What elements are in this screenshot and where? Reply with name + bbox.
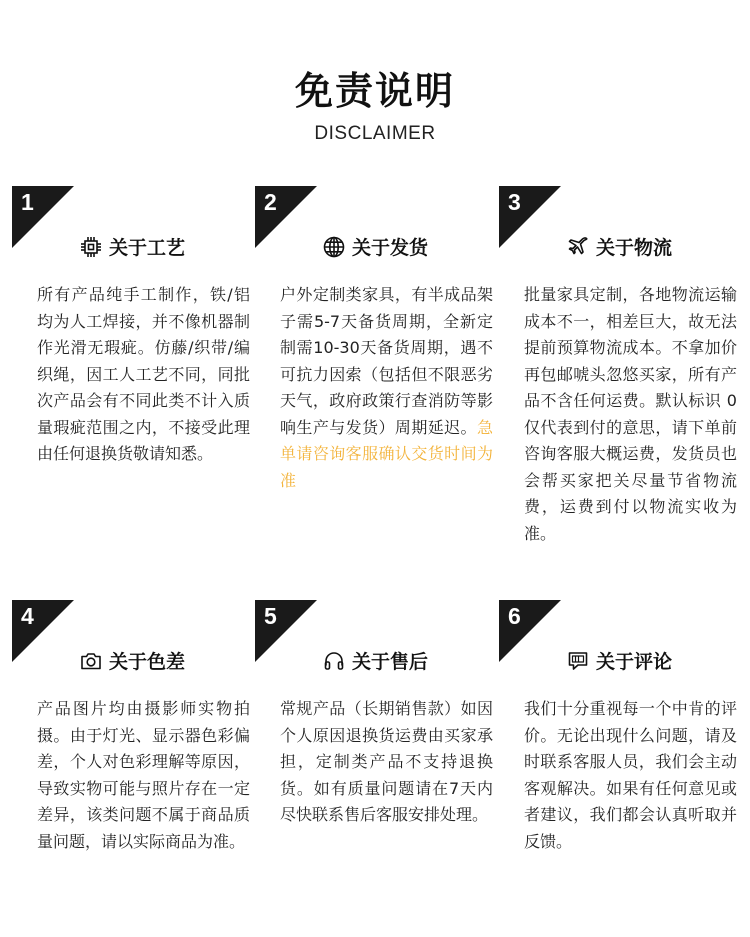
card-title: 关于评论 xyxy=(595,651,672,673)
card-title: 关于工艺 xyxy=(108,237,185,259)
headphones-icon xyxy=(322,649,346,673)
card-title: 关于售后 xyxy=(351,651,428,673)
card-body xyxy=(524,282,737,547)
card-text: 我们十分重视每一个中肯的评价。无论出现什么问题，请及时联系客服人员，我们会主动客观解决。如果有任何意见或者建议，我们都会认真听取并反馈。 xyxy=(524,699,737,851)
card-number: 1 xyxy=(21,189,34,215)
card-number: 2 xyxy=(264,189,277,215)
card-body xyxy=(524,696,737,855)
card-heading xyxy=(255,233,495,260)
chip-icon xyxy=(79,235,103,259)
card-text: 常规产品（长期销售款）如因个人原因退换货运费由买家承担，定制类产品不支持退换货。如有质量问题请在7天内尽快联系售后客服安排处理。 xyxy=(280,699,493,824)
card-text: 产品图片均由摄影师实物拍摄。由于灯光、显示器色彩偏差，个人对色彩理解等原因，导致实物可能与照片存在一定差异，该类问题不属于商品质量问题，请以实际商品为准。 xyxy=(37,699,250,851)
globe-icon xyxy=(322,235,346,259)
card-number: 3 xyxy=(508,189,521,215)
card-title: 关于发货 xyxy=(351,237,428,259)
card-heading xyxy=(499,647,739,674)
airplane-icon xyxy=(566,235,590,259)
card-body xyxy=(37,696,250,855)
card-title: 关于色差 xyxy=(108,651,185,673)
card-heading xyxy=(12,233,252,260)
card-heading xyxy=(499,233,739,260)
card-number: 6 xyxy=(508,603,521,629)
card-title: 关于物流 xyxy=(595,237,672,259)
card-body xyxy=(37,282,250,468)
card-text: 户外定制类家具，有半成品架子需5-7天备货周期，全新定制需10-30天备货周期，遇不可抗力因索（包括但不限恶劣天气，政府政策行查消防等影响生产与发货）周期延迟。 xyxy=(280,285,493,437)
page-subtitle: DISCLAIMER xyxy=(314,123,436,144)
card-body xyxy=(280,282,493,494)
comment-icon xyxy=(566,649,590,673)
card-heading xyxy=(255,647,495,674)
card-text: 所有产品纯手工制作，铁/铝均为人工焊接，并不像机器制作光滑无瑕疵。仿藤/织带/编织绳，因工人工艺不同，同批次产品会有不同此类不计入质量瑕疵范围之内，不接受此理由任何退换货敬请知悉。 xyxy=(37,285,250,463)
camera-icon xyxy=(79,649,103,673)
card-heading xyxy=(12,647,252,674)
card-highlight-text: 急单请咨询客服确认交货时间为准 xyxy=(280,417,493,490)
page-title: 免责说明 xyxy=(294,69,455,113)
card-number: 5 xyxy=(264,603,277,629)
card-number: 4 xyxy=(21,603,34,629)
card-body xyxy=(280,696,493,829)
card-text: 批量家具定制，各地物流运输成本不一，相差巨大，故无法提前预算物流成本。不拿加价再包邮唬头忽悠买家，所有产品不含任何运费。默认标识 0 仅代表到付的意思，请下单前咨询客服大概运费，发货员也会帮买家把关尽量节省物流费，运费到付以物流实收为准。 xyxy=(524,285,737,543)
